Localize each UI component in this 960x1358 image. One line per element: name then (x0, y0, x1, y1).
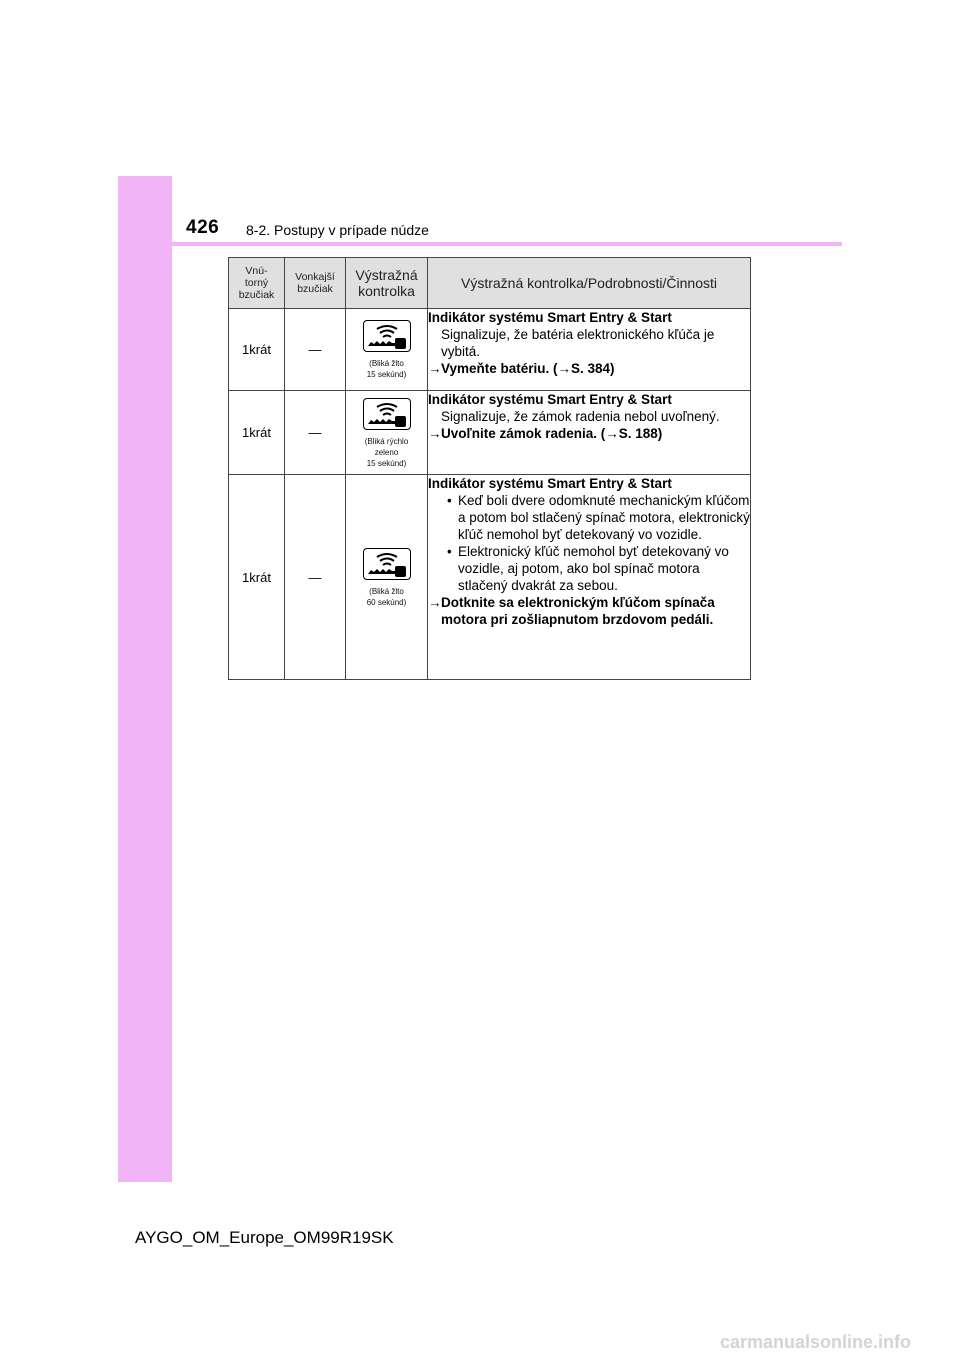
action-instruction: → Dotknite sa elektronickým kľúčom spínača motora pri zošliapnutom brzdovom pedáli. (428, 595, 715, 627)
indicator-description: Signalizuje, že batéria elektronického kľúča je vybitá. (441, 327, 715, 359)
side-tab-bar (118, 176, 172, 1182)
col-warning-light: Výstražná kontrolka (346, 258, 428, 309)
header-rule (118, 242, 842, 246)
page-reference-link[interactable]: →S. 188) (605, 426, 663, 441)
action-instruction: → Vymeňte batériu. (→S. 384) (428, 361, 615, 376)
internal-buzzer-value: 1krát (229, 475, 285, 680)
indicator-title: Indikátor systému Smart Entry & Start (428, 476, 672, 491)
indicator-description: Signalizuje, že zámok radenia nebol uvoľnený. (441, 409, 720, 424)
section-title: 8-2. Postupy v prípade núdze (246, 222, 429, 238)
warning-light-cell: (Bliká žlto 60 sekúnd) (346, 475, 428, 680)
col-details: Výstražná kontrolka/Podrobnosti/Činnosti (428, 258, 751, 309)
details-cell (428, 475, 751, 680)
smart-key-icon (363, 398, 411, 430)
warning-light-cell: (Bliká rýchlo zeleno 15 sekúnd) (346, 391, 428, 475)
external-buzzer-value: — (285, 475, 346, 680)
list-item: • Elektronický kľúč nemohol byť detekovaný vo vozidle, aj potom, ako bol spínač motora stlačený dvakrát za sebou. (447, 544, 729, 593)
table-row (229, 475, 751, 680)
warning-light-cell: (Bliká žlto 15 sekúnd) (346, 309, 428, 391)
external-buzzer-value: — (285, 391, 346, 475)
table-header-row (229, 258, 751, 309)
table-row (229, 309, 751, 391)
col-external-buzzer: Vonkajší bzučiak (285, 258, 346, 309)
external-buzzer-value: — (285, 309, 346, 391)
warning-table (228, 257, 751, 680)
smart-key-icon (363, 320, 411, 352)
site-watermark: carmanualsonline.info (720, 1332, 912, 1352)
page-number: 426 (186, 217, 220, 238)
page-reference-link[interactable]: →S. 384) (557, 361, 615, 376)
internal-buzzer-value: 1krát (229, 309, 285, 391)
details-cell (428, 309, 751, 391)
col-internal-buzzer: Vnú- torný bzučiak (229, 258, 285, 309)
internal-buzzer-value: 1krát (229, 391, 285, 475)
table-row (229, 391, 751, 475)
smart-key-icon (363, 548, 411, 580)
indicator-title: Indikátor systému Smart Entry & Start (428, 310, 672, 325)
list-item: • Keď boli dvere odomknuté mechanickým kľúčom a potom bol stlačený spínač motora, elektronický kľúč nemohol byť detekovaný vo vozidle. (447, 493, 750, 542)
indicator-title: Indikátor systému Smart Entry & Start (428, 392, 672, 407)
action-instruction: → Uvoľnite zámok radenia. (→S. 188) (428, 426, 663, 441)
details-cell (428, 391, 751, 475)
document-code: AYGO_OM_Europe_OM99R19SK (135, 1228, 394, 1247)
